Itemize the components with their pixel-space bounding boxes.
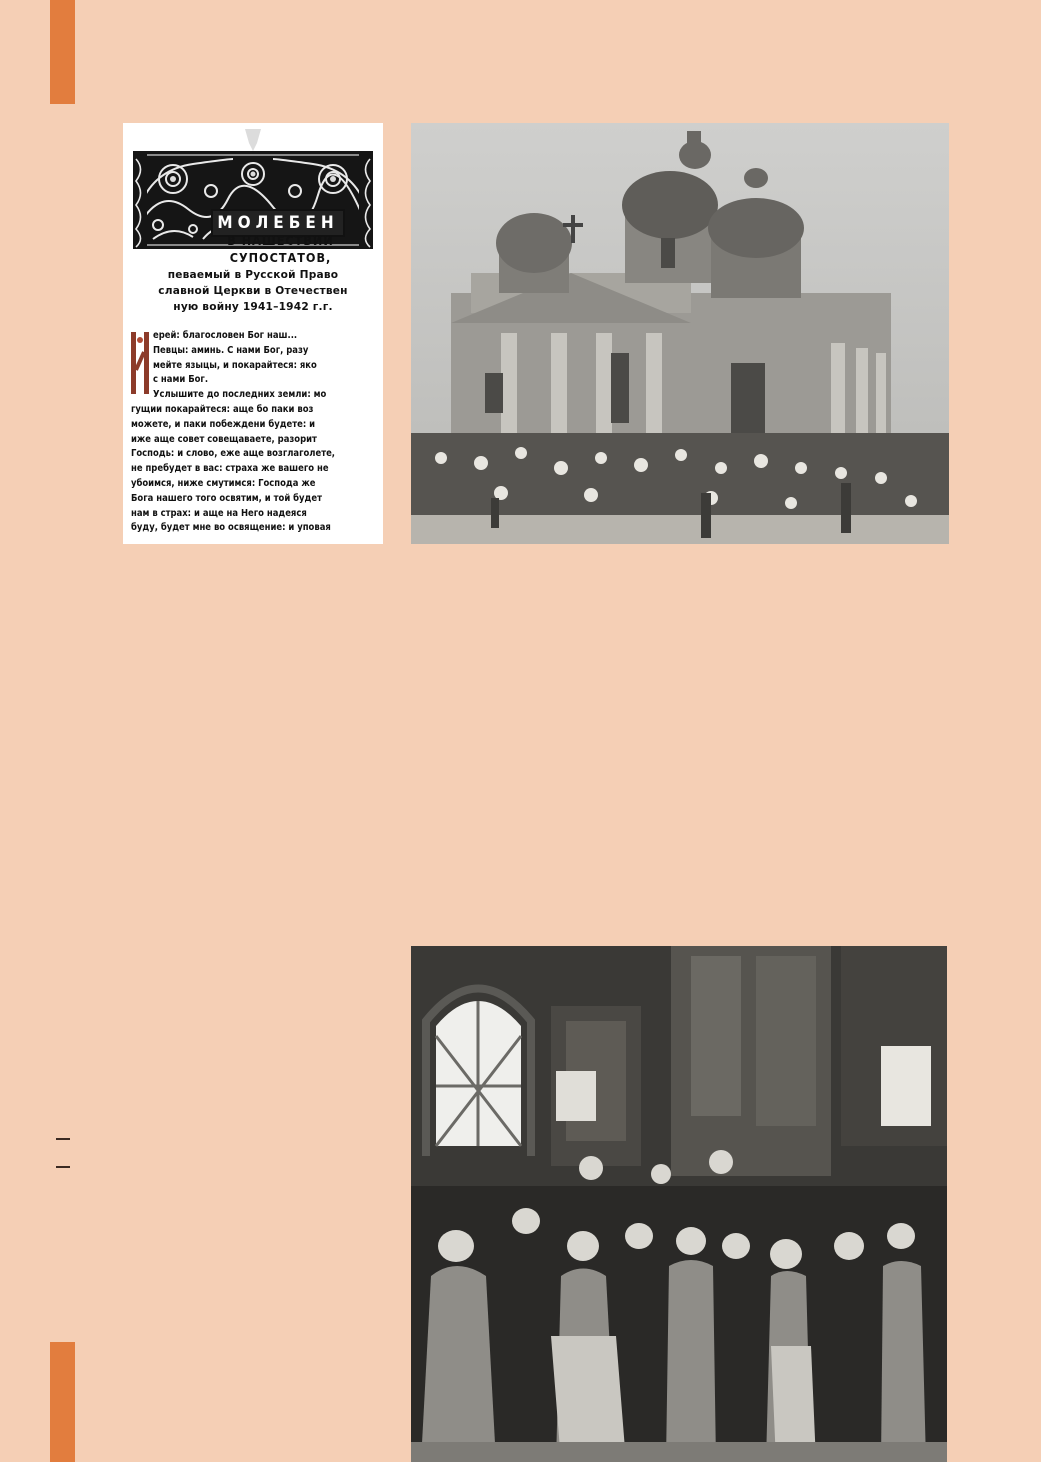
prayer-body-line: Господь: и слово, еже аще возглаголете, (131, 448, 336, 460)
margin-dash (56, 1166, 70, 1168)
prayer-body-line: не пребудет в вас: страха же вашего не (131, 463, 329, 475)
prayer-body-line: иже аще совет совещаваете, разорит (131, 433, 317, 445)
prayer-subtitle-line: певаемый в Русской Право (167, 269, 339, 281)
prayer-book-page-image (123, 123, 383, 544)
prayer-body-line: можете, и паки побеждени будете: и (131, 418, 316, 430)
prayer-title-line: СУПОСТАТОВ, (229, 250, 332, 265)
interior-illustration (411, 946, 947, 1462)
church-crowd-photo (411, 123, 949, 544)
prayer-body-line: убоимся, ниже смутимся: Господа же (131, 477, 316, 489)
prayer-title-line: В НАШЕСТВИИ (227, 233, 334, 248)
prayer-body-line: Бога нашего того освятим, и той будет (131, 492, 322, 504)
prayer-body-line: Певцы: аминь. С нами Бог, разу (153, 344, 309, 356)
prayer-body-line: буду, будет мне во освящение: и уповая (131, 522, 331, 534)
prayer-subtitle-line: ную войну 1941–1942 г.г. (173, 301, 333, 313)
prayer-body-line: нам в страх: и аще на Него надеяся (131, 507, 307, 519)
church-illustration (411, 123, 949, 544)
church-interior-photo (411, 946, 947, 1462)
prayer-title-line: МОЛЕБЕН (211, 209, 345, 237)
orange-accent-bar-top (50, 0, 75, 104)
prayer-body-line: мейте языцы, и покарайтеся: яко (153, 359, 317, 371)
margin-dash (56, 1138, 70, 1140)
orange-accent-bar-bottom (50, 1342, 75, 1462)
prayer-body-line: Услышите до последних земли: мо (153, 389, 327, 401)
prayer-body-line: с нами Бог. (153, 374, 209, 386)
prayer-body-text (131, 329, 381, 536)
prayer-subtitle-line: славной Церкви в Отечествен (158, 285, 348, 297)
prayer-body-line: гущии покарайтеся: аще бо паки воз (131, 403, 314, 415)
prayer-body-line: ерей: благословен Бог наш... (153, 330, 298, 341)
